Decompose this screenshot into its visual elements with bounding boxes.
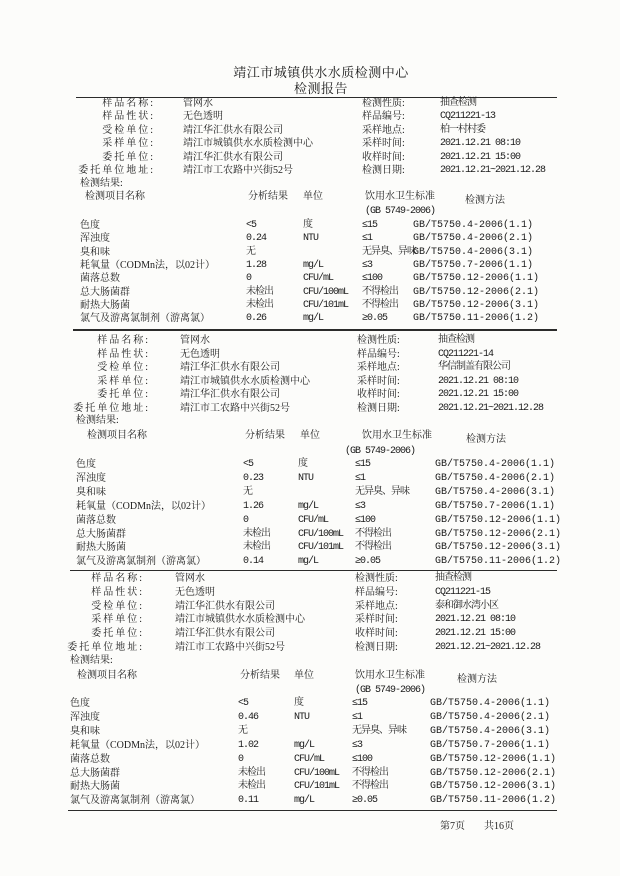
field-client-unit-label: 委托单位: <box>97 389 150 401</box>
column-header-item: 检测项目名称 <box>85 191 145 202</box>
standard-limit: ≤15 <box>352 698 368 709</box>
field-client-unit-label: 委托单位: <box>91 628 144 640</box>
analysis-result: <5 <box>243 459 254 470</box>
test-item-name: 氯气及游离氯制剂（游离氯） <box>80 313 210 325</box>
field-sampling-site-value: 华信制盖有限公司 <box>438 362 510 374</box>
column-header-standard-ref: (GB 5749-2006) <box>365 206 436 217</box>
test-item-name: 色度 <box>76 459 96 470</box>
test-item-name: 氯气及游离氯制剂（游离氯） <box>70 795 200 807</box>
field-inspected-unit-label: 受检单位: <box>97 362 150 374</box>
test-item-name: 菌落总数 <box>76 514 116 526</box>
field-receipt-time-value: 2021.12.21 15:00 <box>440 151 521 163</box>
field-test-type-value: 抽查检测 <box>438 335 474 346</box>
test-method: GB/T5750.4-2006(3.1) <box>430 725 551 737</box>
analysis-result: 未检出 <box>246 286 273 298</box>
standard-limit: ≤100 <box>355 514 376 526</box>
test-method: GB/T5750.12-2006(2.1) <box>413 286 540 298</box>
field-client-unit-value: 靖江华汇供水有限公司 <box>180 389 280 401</box>
analysis-result: 0 <box>246 273 252 285</box>
analysis-result: 0.24 <box>246 233 267 245</box>
column-header-unit: 单位 <box>300 430 320 441</box>
field-sample-id-value: CQ211221-15 <box>435 586 491 598</box>
standard-limit: 无异臭、异味 <box>355 486 409 498</box>
column-header-standard: 饮用水卫生标准 <box>365 191 435 202</box>
test-item-name: 耗氧量（CODMn法，以02计） <box>80 259 216 271</box>
field-receipt-time-value: 2021.12.21 15:00 <box>438 389 519 401</box>
field-sampling-time-label: 采样时间: <box>357 375 400 387</box>
test-method: GB/T5750.12-2006(2.1) <box>430 767 557 779</box>
test-method: GB/T5750.11-2006(1.2) <box>435 556 562 568</box>
field-client-unit-value: 靖江华汇供水有限公司 <box>183 151 283 163</box>
test-method: GB/T5750.12-2006(3.1) <box>413 299 540 311</box>
field-sampling-unit-label: 采样单位: <box>102 138 155 150</box>
test-item-name: 色度 <box>70 698 90 709</box>
field-receipt-time-label: 收样时间: <box>357 389 400 401</box>
test-item-name: 浑浊度 <box>70 711 100 723</box>
result-unit: 度 <box>303 220 312 231</box>
test-method: GB/T5750.4-2006(1.1) <box>413 220 534 231</box>
field-client-unit-value: 靖江华汇供水有限公司 <box>175 628 275 640</box>
field-test-date-value: 2021.12.21~2021.12.28 <box>438 403 544 414</box>
result-unit: CFU/101mL <box>298 542 344 554</box>
field-test-date-label: 检测日期: <box>362 165 405 176</box>
test-item-name: 总大肠菌群 <box>76 528 126 540</box>
field-test-date-value: 2021.12.21~2021.12.28 <box>435 642 541 653</box>
analysis-result: 0.23 <box>243 472 264 484</box>
test-item-name: 总大肠菌群 <box>70 767 120 779</box>
result-unit: mg/L <box>294 739 315 751</box>
field-sample-name-label: 样品名称: <box>102 98 155 109</box>
result-unit: mg/L <box>294 795 315 807</box>
field-client-address-label: 委托单位地址: <box>78 165 155 176</box>
field-sample-id-value: CQ211221-13 <box>440 111 496 123</box>
field-test-date-label: 检测日期: <box>357 403 400 414</box>
standard-limit: 不得检出 <box>355 528 391 540</box>
field-sample-appearance-value: 无色透明 <box>180 348 220 360</box>
standard-limit: ≤15 <box>355 459 371 470</box>
report-center-title: 靖江市城镇供水水质检测中心 <box>233 65 409 80</box>
test-method: GB/T5750.4-2006(2.1) <box>435 472 556 484</box>
test-method: GB/T5750.12-2006(1.1) <box>435 514 562 526</box>
field-receipt-time-value: 2021.12.21 15:00 <box>435 628 516 640</box>
standard-limit: ≤100 <box>352 753 373 765</box>
test-item-name: 浑浊度 <box>76 472 106 484</box>
field-client-address-value: 靖江市工农路中兴街52号 <box>183 165 293 176</box>
standard-limit: ≤3 <box>362 259 373 271</box>
field-sample-name-value: 管网水 <box>180 335 210 346</box>
test-item-name: 耐热大肠菌 <box>76 542 126 554</box>
test-method: GB/T5750.4-2006(2.1) <box>430 711 551 723</box>
field-client-address-label: 委托单位地址: <box>67 642 144 653</box>
analysis-result: 0 <box>238 753 244 765</box>
test-item-name: 耗氧量（CODMn法，以02计） <box>76 500 212 512</box>
field-test-date-value: 2021.12.21~2021.12.28 <box>440 165 546 176</box>
test-item-name: 氯气及游离氯制剂（游离氯） <box>76 556 206 568</box>
field-receipt-time-label: 收样时间: <box>362 151 405 163</box>
field-sample-id-value: CQ211221-14 <box>438 348 494 360</box>
standard-limit: 不得检出 <box>352 767 388 779</box>
test-item-name: 臭和味 <box>80 246 110 258</box>
field-sampling-site-label: 采样地点: <box>362 124 405 136</box>
column-header-standard: 饮用水卫生标准 <box>362 430 432 441</box>
result-unit: NTU <box>294 711 310 723</box>
field-client-address-value: 靖江市工农路中兴街52号 <box>175 642 285 653</box>
test-method: GB/T5750.4-2006(3.1) <box>413 246 534 258</box>
field-sampling-unit-value: 靖江市城镇供水水质检测中心 <box>180 375 310 387</box>
result-unit: CFU/mL <box>294 753 325 765</box>
test-item-name: 耐热大肠菌 <box>70 781 120 793</box>
column-header-item: 检测项目名称 <box>77 670 137 681</box>
analysis-result: 未检出 <box>243 542 270 554</box>
result-unit: 度 <box>294 698 303 709</box>
column-header-result: 分析结果 <box>248 191 288 202</box>
standard-limit: ≤3 <box>352 739 363 751</box>
horizontal-rule <box>68 810 557 811</box>
test-item-name: 臭和味 <box>76 486 106 498</box>
field-sample-id-label: 样品编号: <box>362 111 405 123</box>
test-item-name: 浑浊度 <box>80 233 110 245</box>
test-method: GB/T5750.12-2006(2.1) <box>435 528 562 540</box>
field-sampling-unit-value: 靖江市城镇供水水质检测中心 <box>183 138 313 150</box>
field-sample-appearance-value: 无色透明 <box>183 111 223 123</box>
results-label: 检测结果: <box>70 655 113 666</box>
field-test-type-value: 抽查检测 <box>435 573 471 584</box>
field-client-address-label: 委托单位地址: <box>73 403 150 414</box>
field-inspected-unit-value: 靖江华汇供水有限公司 <box>183 124 283 136</box>
standard-limit: ≤1 <box>352 711 363 723</box>
standard-limit: ≤100 <box>362 273 383 285</box>
analysis-result: 未检出 <box>246 299 273 311</box>
standard-limit: ≥0.05 <box>352 795 378 807</box>
result-unit: mg/L <box>303 259 324 271</box>
test-method: GB/T5750.7-2006(1.1) <box>430 739 551 751</box>
result-unit: CFU/mL <box>298 514 329 526</box>
analysis-result: 1.28 <box>246 259 267 271</box>
field-sampling-time-label: 采样时间: <box>362 138 405 150</box>
field-test-type-label: 检测性质: <box>357 335 400 346</box>
standard-limit: ≥0.05 <box>362 313 388 325</box>
footer-page-total: 共16页 <box>484 821 514 832</box>
result-unit: CFU/101mL <box>303 299 349 311</box>
column-header-result: 分析结果 <box>245 430 285 441</box>
field-sampling-time-value: 2021.12.21 08:10 <box>435 614 516 626</box>
standard-limit: 不得检出 <box>355 542 391 554</box>
analysis-result: 未检出 <box>238 767 265 779</box>
field-sample-name-value: 管网水 <box>183 98 213 109</box>
result-unit: NTU <box>303 233 319 245</box>
result-unit: 度 <box>298 459 307 470</box>
analysis-result: <5 <box>238 698 249 709</box>
result-unit: CFU/101mL <box>294 781 340 793</box>
standard-limit: ≤3 <box>355 500 366 512</box>
column-header-unit: 单位 <box>303 191 323 202</box>
field-client-address-value: 靖江市工农路中兴街52号 <box>180 403 290 414</box>
field-sampling-site-label: 采样地点: <box>357 362 400 374</box>
field-inspected-unit-label: 受检单位: <box>91 600 144 612</box>
test-method: GB/T5750.4-2006(2.1) <box>413 233 534 245</box>
test-method: GB/T5750.4-2006(1.1) <box>430 698 551 709</box>
field-sample-name-label: 样品名称: <box>91 573 144 584</box>
analysis-result: 0.14 <box>243 556 264 568</box>
field-sampling-unit-label: 采样单位: <box>97 375 150 387</box>
field-sampling-time-label: 采样时间: <box>355 614 398 626</box>
analysis-result: <5 <box>246 220 257 231</box>
standard-limit: 不得检出 <box>362 299 398 311</box>
test-method: GB/T5750.4-2006(1.1) <box>435 459 556 470</box>
column-header-unit: 单位 <box>294 670 314 681</box>
field-sample-name-label: 样品名称: <box>97 335 150 346</box>
analysis-result: 1.02 <box>238 739 259 751</box>
result-unit: mg/L <box>303 313 324 325</box>
results-label: 检测结果: <box>80 178 123 189</box>
field-sampling-unit-label: 采样单位: <box>91 614 144 626</box>
field-sample-appearance-label: 样品性状: <box>102 111 155 123</box>
field-test-date-label: 检测日期: <box>355 642 398 653</box>
field-test-type-label: 检测性质: <box>362 98 405 109</box>
field-sample-appearance-value: 无色透明 <box>175 586 215 598</box>
analysis-result: 未检出 <box>243 528 270 540</box>
field-sample-id-label: 样品编号: <box>357 348 400 360</box>
analysis-result: 未检出 <box>238 781 265 793</box>
column-header-standard-ref: (GB 5749-2006) <box>345 446 416 457</box>
field-receipt-time-label: 收样时间: <box>355 628 398 640</box>
test-method: GB/T5750.11-2006(1.2) <box>413 313 540 325</box>
field-test-type-value: 抽查检测 <box>440 98 476 109</box>
results-label: 检测结果: <box>76 415 119 426</box>
standard-limit: ≤15 <box>362 220 378 231</box>
test-method: GB/T5750.12-2006(3.1) <box>435 542 562 554</box>
standard-limit: 不得检出 <box>352 781 388 793</box>
field-inspected-unit-value: 靖江华汇供水有限公司 <box>180 362 280 374</box>
analysis-result: 0.26 <box>246 313 267 325</box>
field-sampling-time-value: 2021.12.21 08:10 <box>440 138 521 150</box>
field-inspected-unit-label: 受检单位: <box>102 124 155 136</box>
test-method: GB/T5750.7-2006(1.1) <box>435 500 556 512</box>
column-header-result: 分析结果 <box>240 670 280 681</box>
field-inspected-unit-value: 靖江华汇供水有限公司 <box>175 600 275 612</box>
column-header-method: 检测方法 <box>465 195 505 206</box>
field-sampling-unit-value: 靖江市城镇供水水质检测中心 <box>175 614 305 626</box>
footer-page-number: 第7页 <box>440 821 465 832</box>
field-sampling-site-label: 采样地点: <box>355 600 398 612</box>
field-sampling-time-value: 2021.12.21 08:10 <box>438 375 519 387</box>
column-header-method: 检测方法 <box>457 674 497 685</box>
column-header-standard-ref: (GB 5749-2006) <box>355 685 426 696</box>
test-method: GB/T5750.7-2006(1.1) <box>413 259 534 271</box>
result-unit: CFU/100mL <box>303 286 349 298</box>
test-method: GB/T5750.12-2006(1.1) <box>413 273 540 285</box>
result-unit: CFU/100mL <box>298 528 344 540</box>
analysis-result: 1.26 <box>243 500 264 512</box>
field-sample-id-label: 样品编号: <box>355 586 398 598</box>
standard-limit: ≤1 <box>362 233 373 245</box>
test-item-name: 菌落总数 <box>80 273 120 285</box>
analysis-result: 0 <box>243 514 249 526</box>
test-method: GB/T5750.12-2006(3.1) <box>430 781 557 793</box>
column-header-standard: 饮用水卫生标准 <box>355 670 425 681</box>
field-sample-appearance-label: 样品性状: <box>91 586 144 598</box>
field-test-type-label: 检测性质: <box>355 573 398 584</box>
result-unit: CFU/mL <box>303 273 334 285</box>
report-subtitle: 检测报告 <box>293 81 348 96</box>
field-client-unit-label: 委托单位: <box>102 151 155 163</box>
analysis-result: 无 <box>243 486 252 498</box>
analysis-result: 无 <box>238 725 247 737</box>
test-item-name: 臭和味 <box>70 725 100 737</box>
horizontal-rule <box>70 570 557 571</box>
test-item-name: 菌落总数 <box>70 753 110 765</box>
result-unit: CFU/100mL <box>294 767 340 779</box>
standard-limit: 无异臭、异味 <box>352 725 406 737</box>
test-method: GB/T5750.12-2006(1.1) <box>430 753 557 765</box>
field-sample-appearance-label: 样品性状: <box>97 348 150 360</box>
test-method: GB/T5750.4-2006(3.1) <box>435 486 556 498</box>
column-header-method: 检测方法 <box>466 434 506 445</box>
test-item-name: 耐热大肠菌 <box>80 299 130 311</box>
standard-limit: ≥0.05 <box>355 556 381 568</box>
standard-limit: 无异臭、异味 <box>362 246 416 258</box>
column-header-item: 检测项目名称 <box>87 430 147 441</box>
field-sample-name-value: 管网水 <box>175 573 205 584</box>
analysis-result: 无 <box>246 246 255 258</box>
result-unit: NTU <box>298 472 314 484</box>
analysis-result: 0.11 <box>238 795 259 807</box>
test-method: GB/T5750.11-2006(1.2) <box>430 795 557 807</box>
standard-limit: ≤1 <box>355 472 366 484</box>
test-item-name: 耗氧量（CODMn法，以02计） <box>70 739 206 751</box>
field-sampling-site-value: 泰和御水湾小区 <box>435 600 498 612</box>
result-unit: mg/L <box>298 556 319 568</box>
field-sampling-site-value: 柏一村村委 <box>440 124 485 136</box>
analysis-result: 0.46 <box>238 711 259 723</box>
test-item-name: 色度 <box>80 220 100 231</box>
result-unit: mg/L <box>298 500 319 512</box>
standard-limit: 不得检出 <box>362 286 398 298</box>
test-item-name: 总大肠菌群 <box>80 286 130 298</box>
